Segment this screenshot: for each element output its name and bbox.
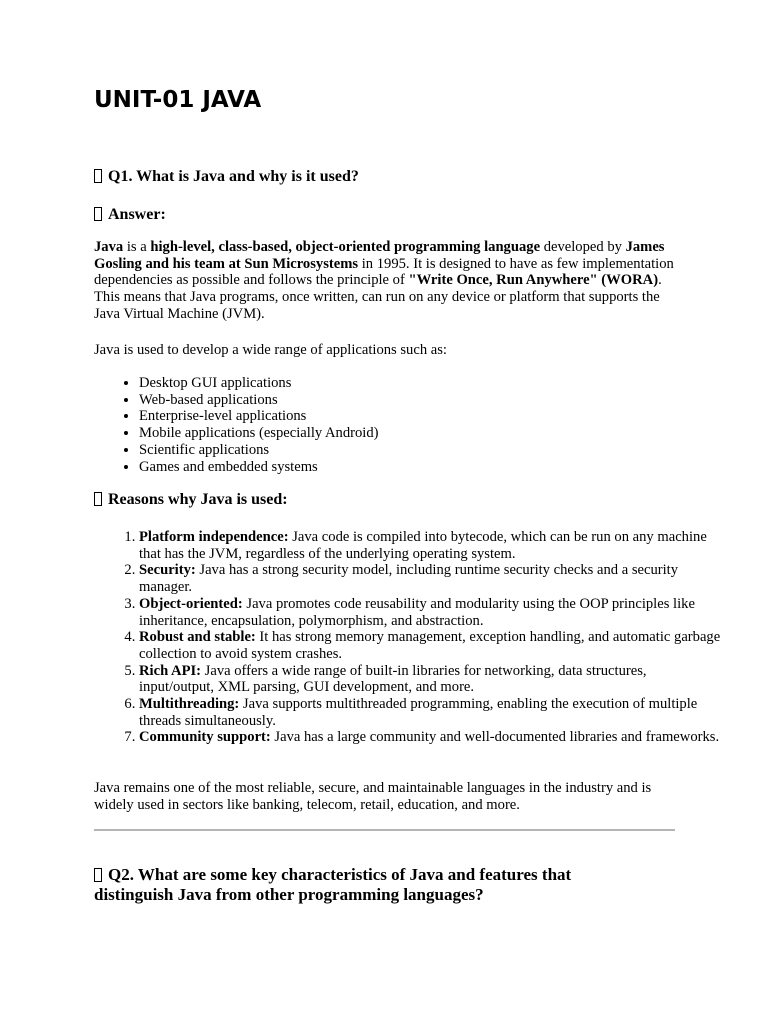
uses-list	[94, 375, 724, 475]
reason-text: Java promotes code reusability and modularity using the OOP principles like inheritance, encapsulation, polymorphism, and abstraction.	[139, 595, 695, 629]
intro-segment: Java	[94, 239, 124, 255]
intro-segment: high-level, class-based, object-oriented programming language	[150, 239, 541, 255]
list-item: • Mobile applications (especially Android)	[139, 425, 724, 442]
conclusion-paragraph: Java remains one of the most reliable, secure, and maintainable languages in the industry and is widely used in sectors like banking, telecom, retail, education, and more.	[94, 780, 652, 813]
reason-label: Object-oriented:	[139, 595, 243, 612]
missing-glyph-icon	[94, 868, 102, 882]
answer-label-text: Answer:	[108, 206, 166, 223]
uses-intro: Java is used to develop a wide range of applications such as:	[94, 342, 447, 358]
reason-label: Security:	[139, 562, 196, 579]
list-item: • Web-based applications	[139, 392, 724, 409]
missing-glyph-icon	[94, 492, 102, 506]
reason-label: Rich API:	[139, 662, 202, 679]
intro-segment: "Write Once, Run Anywhere" (WORA)	[408, 272, 659, 289]
intro-segment: . This means that Java programs, once written, can run on any device or platform that supports the Java Virtual Machine (JVM).	[94, 272, 662, 322]
reason-label: Multithreading:	[139, 696, 240, 713]
reasons-list	[94, 529, 721, 746]
reason-item	[139, 729, 721, 746]
reason-label: Robust and stable:	[139, 629, 256, 646]
reason-item	[139, 663, 721, 696]
q2-heading-text: Q2. What are some key characteristics of Java and features that distinguish Java from other programming languages?	[94, 865, 572, 904]
list-item: • Enterprise-level applications	[139, 408, 724, 425]
reasons-heading-text: Reasons why Java is used:	[108, 491, 288, 508]
intro-segment: is a	[123, 239, 151, 255]
q1-heading	[94, 167, 679, 187]
reason-item	[139, 696, 721, 729]
reason-item	[139, 629, 721, 662]
missing-glyph-icon	[94, 169, 102, 183]
intro-segment: James Gosling and his team at Sun Microsystems	[94, 239, 665, 272]
reason-text: Java has a large community and well-documented libraries and frameworks.	[270, 729, 720, 746]
intro-paragraph	[94, 239, 674, 323]
reason-label: Platform independence:	[139, 529, 289, 545]
answer-label	[94, 205, 679, 225]
reason-text: Java offers a wide range of built-in libraries for networking, data structures, input/output, XML parsing, GUI development, and more.	[139, 662, 647, 696]
divider	[94, 829, 675, 831]
intro-segment: developed by	[540, 239, 626, 255]
reason-item	[139, 562, 721, 595]
intro-segment: in 1995. It is designed to have as few implementation dependencies as possible and follows the principle of	[94, 255, 674, 289]
q2-heading	[94, 865, 634, 905]
reasons-heading	[94, 490, 679, 510]
list-item: • Desktop GUI applications	[139, 375, 724, 392]
q1-heading-text: Q1. What is Java and why is it used?	[108, 168, 359, 185]
reason-item	[139, 529, 721, 562]
page-title: UNIT-01 JAVA	[94, 87, 262, 113]
list-item: • Games and embedded systems	[139, 459, 724, 476]
reason-item	[139, 596, 721, 629]
reason-text: Java has a strong security model, including runtime security checks and a security manager.	[139, 562, 679, 596]
reason-text: Java code is compiled into bytecode, which can be run on any machine that has the JVM, regardless of the underlying operating system.	[139, 529, 707, 562]
reason-label: Community support:	[139, 729, 271, 746]
reason-text: It has strong memory management, exception handling, and automatic garbage collection to avoid system crashes.	[139, 629, 721, 662]
list-item: • Scientific applications	[139, 442, 724, 459]
reason-text: Java supports multithreaded programming, enabling the execution of multiple threads simultaneously.	[139, 696, 698, 729]
missing-glyph-icon	[94, 207, 102, 221]
